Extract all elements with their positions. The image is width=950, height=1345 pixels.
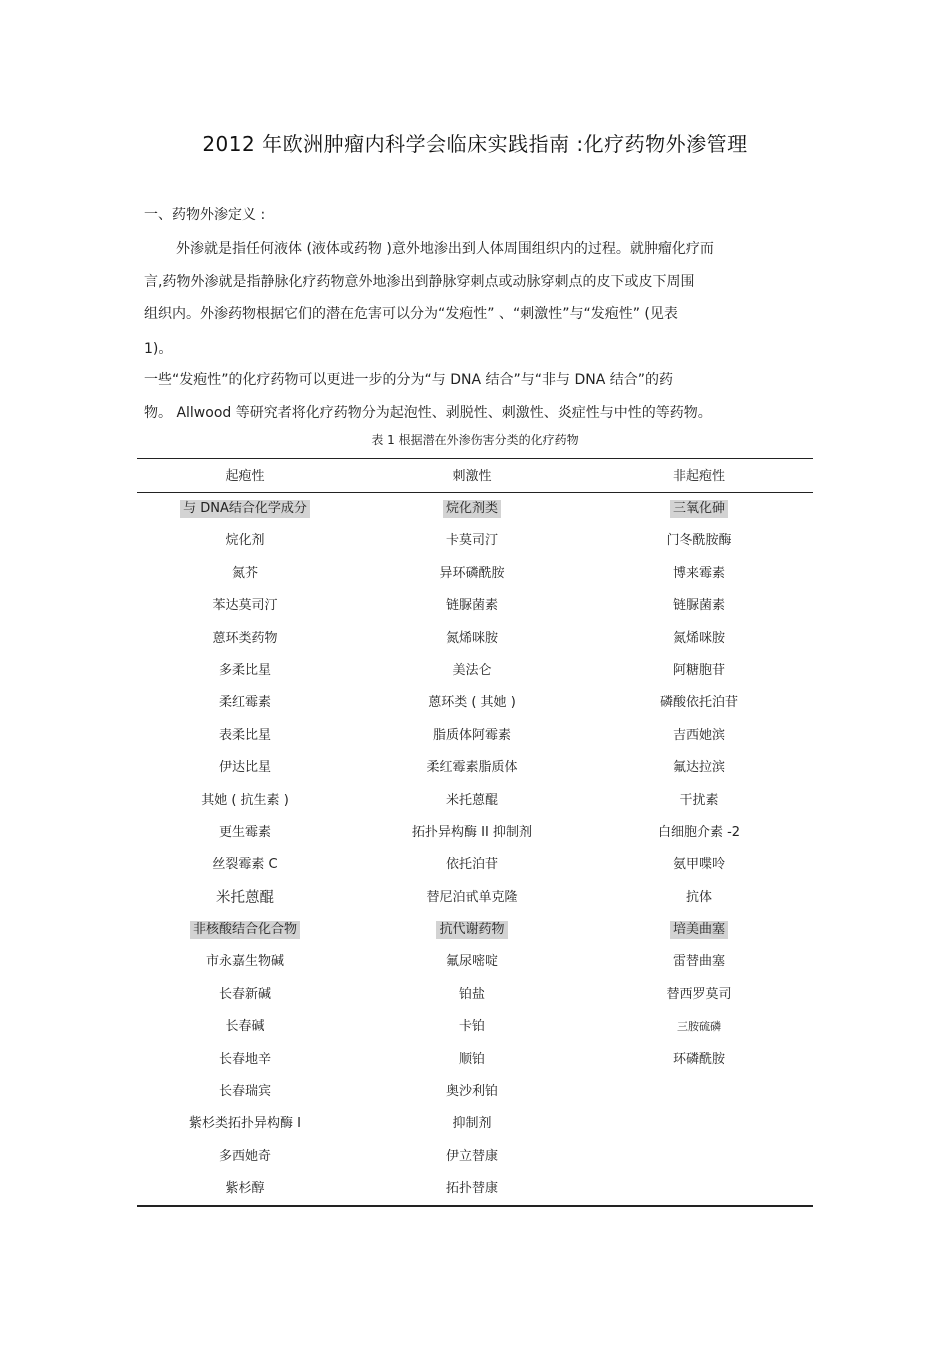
table-cell-text: 拓扑异构酶 II 抑制剂: [412, 824, 532, 840]
table-cell: [586, 727, 812, 759]
table-cell: [359, 986, 585, 1018]
table-cell: [132, 1115, 358, 1147]
table-cell: [586, 630, 812, 662]
table-cell: [132, 727, 358, 759]
paragraph-line-2: 言,药物外渗就是指静脉化疗药物意外地渗出到静脉穿刺点或动脉穿刺点的皮下或皮下周围: [144, 274, 695, 290]
table-cell-text: 依托泊苷: [445, 857, 498, 873]
table-cell: [359, 500, 585, 532]
table-cell: [586, 662, 812, 694]
section-heading: 一、药物外渗定义 :: [144, 207, 266, 223]
header-vesicant: 起疱性: [225, 469, 265, 484]
table-cell: [359, 727, 585, 759]
table-cell: [359, 792, 585, 824]
table-cell-text: 氟尿嘧啶: [445, 954, 498, 970]
table-cell-text: 蒽环类 ( 其她 ): [428, 695, 516, 711]
table-cell: [586, 953, 812, 985]
table-header-row: [137, 465, 813, 485]
table-cell: [586, 1018, 812, 1050]
column-irritant: [359, 500, 585, 1213]
table-cell: [359, 694, 585, 726]
table-cell-text: 拓扑替康: [445, 1181, 498, 1197]
table-cell: [359, 953, 585, 985]
table-cell: [359, 759, 585, 791]
table-cell-text: 长春碱: [225, 1019, 265, 1035]
table-cell-text: 抗体: [685, 889, 712, 905]
table-cell-text: 奥沙利铂: [445, 1084, 498, 1100]
table-cell: [586, 759, 812, 791]
table-cell-text: 链脲菌素: [672, 598, 725, 614]
table-cell: [359, 1018, 585, 1050]
table-cell: [359, 1148, 585, 1180]
table-cell: [132, 1148, 358, 1180]
header-non-vesicant: 非起疱性: [672, 469, 725, 484]
table-cell: [132, 856, 358, 888]
table-cell-text: 替尼泊甙单克隆: [426, 889, 518, 905]
table-cell: [359, 921, 585, 953]
table-cell-text: 伊立替康: [445, 1148, 498, 1164]
column-non-vesicant: [586, 500, 812, 1083]
column-vesicant: [132, 500, 358, 1213]
table-cell-text: 氮烯咪胺: [445, 630, 498, 646]
table-cell: [586, 824, 812, 856]
table-cell-text: 铂盐: [458, 986, 485, 1002]
paragraph-line-4: 1)。: [144, 341, 173, 357]
paragraph-line-5: 一些“发疱性”的化疗药物可以更进一步的分为“与 DNA 结合”与“非与 DNA 结合”的药: [144, 372, 673, 388]
table-cell-text: 柔红霉素: [218, 695, 271, 711]
table-cell-text: 表柔比星: [218, 727, 271, 743]
table-cell-text: 卡铂: [458, 1019, 485, 1035]
table-cell-text: 磷酸依托泊苷: [659, 695, 738, 711]
table-cell: [132, 1018, 358, 1050]
table-cell: [586, 532, 812, 564]
table-cell-text: 氟达拉滨: [672, 760, 725, 776]
table-cell: [359, 597, 585, 629]
table-cell: [132, 921, 358, 953]
table-cell-text: 紫杉类拓扑异构酶 I: [189, 1116, 301, 1132]
table-cell-text: 环磷酰胺: [672, 1051, 725, 1067]
table-cell: [132, 662, 358, 694]
table-cell-text: 与 DNA结合化学成分: [180, 500, 310, 518]
table-cell-text: 氮芥: [231, 565, 258, 581]
table-cell-text: 米托蒽醌: [216, 889, 274, 906]
table-cell-text: 干扰素: [679, 792, 719, 808]
table-cell: [586, 889, 812, 921]
table-cell-text: 多柔比星: [218, 662, 271, 678]
table-cell-text: 三胺硫磷: [677, 1020, 721, 1034]
table-cell: [359, 1115, 585, 1147]
table-cell: [132, 500, 358, 532]
table-cell: [359, 856, 585, 888]
table-cell-text: 更生霉素: [218, 824, 271, 840]
table-cell-text: 阿糖胞苷: [672, 662, 725, 678]
table-cell: [132, 889, 358, 921]
table-cell-text: 异环磷酰胺: [439, 565, 505, 581]
table-cell: [359, 532, 585, 564]
table-cell-text: 蒽环类药物: [212, 630, 278, 646]
table-cell-text: 脂质体阿霉素: [432, 727, 511, 743]
table-cell-text: 抗代谢药物: [436, 921, 507, 939]
table-cell-text: 多西她奇: [218, 1148, 271, 1164]
table-cell-text: 博来霉素: [672, 565, 725, 581]
header-irritant: 刺激性: [452, 469, 492, 484]
table-cell: [132, 824, 358, 856]
table-cell-text: 培美曲塞: [670, 921, 728, 939]
table-cell: [586, 500, 812, 532]
table-cell-text: 氮烯咪胺: [672, 630, 725, 646]
table-bottom-rule: [137, 1205, 813, 1207]
table-cell: [586, 1051, 812, 1083]
table-cell-text: 白细胞介素 -2: [657, 824, 741, 840]
table-cell-text: 抑制剂: [452, 1116, 492, 1132]
table-cell-text: 雷替曲塞: [672, 954, 725, 970]
page-title: 2012 年欧洲肿瘤内科学会临床实践指南 :化疗药物外渗管理: [202, 132, 748, 156]
table-cell: [132, 1180, 358, 1212]
table-cell-text: 非核酸结合化合物: [190, 921, 300, 939]
table-cell: [586, 986, 812, 1018]
table-cell: [132, 986, 358, 1018]
table-cell-text: 长春地辛: [218, 1051, 271, 1067]
table-cell: [132, 1051, 358, 1083]
table-cell: [132, 565, 358, 597]
table-cell-text: 吉西她滨: [672, 727, 725, 743]
table-cell: [132, 532, 358, 564]
paragraph-line-3: 组织内。外渗药物根据它们的潜在危害可以分为“发疱性” 、“刺激性”与“发疱性” (见表: [144, 306, 678, 322]
table-cell-text: 卡莫司汀: [445, 533, 498, 549]
table-cell: [132, 597, 358, 629]
table-top-rule: [137, 458, 813, 459]
table-cell: [359, 889, 585, 921]
table-cell: [586, 694, 812, 726]
table-cell-text: 门冬酰胺酶: [666, 533, 732, 549]
table-cell: [132, 953, 358, 985]
table-cell-text: 美法仑: [452, 662, 492, 678]
table-cell-text: 市永嘉生物碱: [205, 954, 284, 970]
table-cell-text: 丝裂霉素 C: [212, 857, 278, 873]
table-cell: [586, 921, 812, 953]
table-cell: [132, 694, 358, 726]
table-cell-text: 三氧化砷: [670, 500, 728, 518]
table-cell: [359, 565, 585, 597]
table-cell: [359, 1083, 585, 1115]
table-cell-text: 烷化剂类: [443, 500, 501, 518]
table-cell-text: 烷化剂: [225, 533, 265, 549]
table-cell: [359, 630, 585, 662]
table-cell-text: 氨甲喋呤: [672, 857, 725, 873]
table-cell-text: 长春瑞宾: [218, 1084, 271, 1100]
table-cell-text: 其她 ( 抗生素 ): [201, 792, 289, 808]
table-cell: [132, 1083, 358, 1115]
table-cell-text: 顺铂: [458, 1051, 485, 1067]
table-cell-text: 替西罗莫司: [666, 986, 732, 1002]
table-cell: [359, 1051, 585, 1083]
table-cell: [132, 792, 358, 824]
table-caption: 表 1 根据潜在外渗伤害分类的化疗药物: [371, 433, 579, 447]
table-cell: [132, 759, 358, 791]
table-header-rule: [137, 492, 813, 493]
table-cell-text: 苯达莫司汀: [212, 598, 278, 614]
table-cell-text: 米托蒽醌: [445, 792, 498, 808]
table-cell-text: 柔红霉素脂质体: [426, 760, 518, 776]
table-cell: [132, 630, 358, 662]
table-cell-text: 伊达比星: [218, 760, 271, 776]
table-cell: [586, 792, 812, 824]
table-cell-text: 链脲菌素: [445, 598, 498, 614]
table-cell: [359, 824, 585, 856]
table-cell: [359, 662, 585, 694]
table-cell-text: 紫杉醇: [225, 1181, 265, 1197]
table-cell: [359, 1180, 585, 1212]
paragraph-line-6: 物。 Allwood 等研究者将化疗药物分为起泡性、剥脱性、刺激性、炎症性与中性的等药物。: [144, 405, 712, 421]
table-cell-text: 长春新碱: [218, 986, 271, 1002]
table-cell: [586, 856, 812, 888]
paragraph-line-1: 外渗就是指任何液体 (液体或药物 )意外地渗出到人体周围组织内的过程。就肿瘤化疗而: [176, 241, 714, 257]
table-cell: [586, 565, 812, 597]
table-cell: [586, 597, 812, 629]
